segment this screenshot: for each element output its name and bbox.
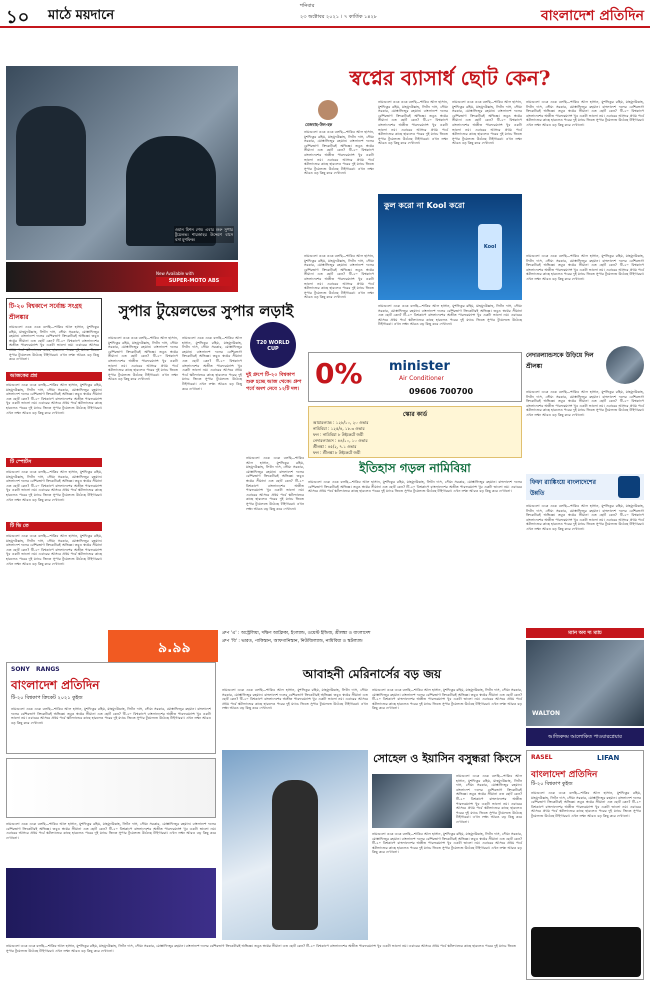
lifan-logo: LIFAN <box>597 754 620 762</box>
tvs-model: SUPER-MOTO ABS <box>156 277 232 286</box>
lead-text-col1b: নামগুলো একে একে বলছি—শাকিব আল হাসান, মুশফিকুর রহিম, মাহমুদউল্লাহ, লিটন দাস, সৌম্য সরকার, মোস্তাফিজুর রহমান। বাংলাদেশ দলের বেশিরভাগ ক্রিকেটারই অভিজ্ঞ। তবুও স্বপ্নের সীমানা এত ছোট কেন? টি-২০ বিশ্বকাপে বাংলাদেশের অতীত পারফরম্যান্স খুব একটা ভালো নয়। এবারের আসরে প্রথম পর্বে স্কটল্যান্ডের কাছে হারলেও পরের দুই ম্যাচে জিতে সুপার টুয়েলভে উঠেছে টাইগাররা। এখন লক্ষ্য আরও বড় কিছু করে দেখানো। <box>304 254 374 300</box>
page-number: ১০ <box>6 7 30 28</box>
tv2-list: নামগুলো একে একে বলছি—শাকিব আল হাসান, মুশফিকুর রহিম, মাহমুদউল্লাহ, লিটন দাস, সৌম্য সরকার, মোস্তাফিজুর রহমান। বাংলাদেশ দলের বেশিরভাগ ক্রিকেটারই অভিজ্ঞ। তবুও স্বপ্নের সীমানা এত ছোট কেন? টি-২০ বিশ্বকাপে বাংলাদেশের অতীত পারফরম্যান্স খুব একটা ভালো নয়। এবারের আসরে প্রথম পর্বে স্কটল্যান্ডের কাছে হারলেও পরের দুই ম্যাচে জিতে সুপার টুয়েলভে উঠেছে টাইগাররা। এখন লক্ষ্য আরও বড় কিছু করে দেখানো। <box>6 534 102 566</box>
promo-title: বাংলাদেশ প্রতিদিন <box>531 770 598 780</box>
super12-headline: সুপার টুয়েলভের সুপার লড়াই <box>118 302 294 320</box>
scorecard-lines <box>313 420 517 456</box>
author-avatar <box>318 100 338 120</box>
photo-caption: ওমান মিশন শেষ। এবার শুরু সুপার টুয়েলভ। শারজাহর উদ্দেশে বাসে বসা মুশফিক। <box>175 227 233 242</box>
scorecard <box>308 406 522 458</box>
section-title: মাঠে ময়দানে <box>48 8 115 23</box>
namibia-player-photo <box>526 640 644 726</box>
tv2-title: টি ভি তে <box>6 522 102 531</box>
minister-brand: minister <box>389 359 450 374</box>
namibia-text: নামগুলো একে একে বলছি—শাকিব আল হাসান, মুশফিকুর রহিম, মাহমুদউল্লাহ, লিটন দাস, সৌম্য সরকার, মোস্তাফিজুর রহমান। বাংলাদেশ দলের বেশিরভাগ ক্রিকেটারই অভিজ্ঞ। তবুও স্বপ্নের সীমানা এত ছোট কেন? টি-২০ বিশ্বকাপে বাংলাদেশের অতীত পারফরম্যান্স খুব একটা ভালো নয়। এবারের আসরে প্রথম পর্বে স্কটল্যান্ডের কাছে হারলেও পরের দুই ম্যাচে জিতে সুপার টুয়েলভে উঠেছে টাইগাররা। এখন লক্ষ্য আরও বড় কিছু করে দেখানো। <box>308 480 522 494</box>
srilanka-headline: নেদারল্যান্ডসকে উড়িয়ে দিল শ্রীলঙ্কা <box>526 352 594 370</box>
lifan-ad <box>526 750 644 980</box>
minister-pct: 0% <box>315 357 363 390</box>
sidebar-text: নামগুলো একে একে বলছি—শাকিব আল হাসান, মুশফিকুর রহিম, মাহমুদউল্লাহ, লিটন দাস, সৌম্য সরকার, মোস্তাফিজুর রহমান। বাংলাদেশ দলের বেশিরভাগ ক্রিকেটারই অভিজ্ঞ। তবুও স্বপ্নের সীমানা এত ছোট কেন? টি-২০ বিশ্বকাপে বাংলাদেশের অতীত পারফরম্যান্স খুব একটা ভালো নয়। এবারের আসরে প্রথম পর্বে স্কটল্যান্ডের কাছে হারলেও পরের দুই ম্যাচে জিতে সুপার টুয়েলভে উঠেছে টাইগাররা। এখন লক্ষ্য আরও বড় কিছু করে দেখানো। <box>9 325 99 362</box>
weekday: শনিবার <box>300 3 315 9</box>
promo-line: টি-২০ বিশ্বকাপ কুইজ <box>531 781 573 787</box>
score-line: ফল : নামিবিয়া ৮ উইকেটে জয়ী <box>313 432 364 437</box>
minister-sub: Air Conditioner <box>399 375 444 382</box>
quiz-text: নামগুলো একে একে বলছি—শাকিব আল হাসান, মুশফিকুর রহিম, মাহমুদউল্লাহ, লিটন দাস, সৌম্য সরকার, মোস্তাফিজুর রহমান। বাংলাদেশ দলের বেশিরভাগ ক্রিকেটারই অভিজ্ঞ। তবুও স্বপ্নের সীমানা এত ছোট কেন? টি-২০ বিশ্বকাপে বাংলাদেশের অতীত পারফরম্যান্স খুব একটা ভালো নয়। এবারের আসরে প্রথম পর্বে স্কটল্যান্ডের কাছে হারলেও পরের দুই ম্যাচে জিতে সুপার টুয়েলভে উঠেছে টাইগাররা। এখন লক্ষ্য আরও বড় কিছু করে দেখানো। <box>6 383 102 415</box>
kool-product: Kool <box>478 224 502 290</box>
kool-ad <box>378 194 522 300</box>
mariners-text-col1: নামগুলো একে একে বলছি—শাকিব আল হাসান, মুশফিকুর রহিম, মাহমুদউল্লাহ, লিটন দাস, সৌম্য সরকার, মোস্তাফিজুর রহমান। বাংলাদেশ দলের বেশিরভাগ ক্রিকেটারই অভিজ্ঞ। তবুও স্বপ্নের সীমানা এত ছোট কেন? টি-২০ বিশ্বকাপে বাংলাদেশের অতীত পারফরম্যান্স খুব একটা ভালো নয়। এবারের আসরে প্রথম পর্বে স্কটল্যান্ডের কাছে হারলেও পরের দুই ম্যাচে জিতে সুপার টুয়েলভে উঠেছে টাইগাররা। এখন লক্ষ্য আরও বড় কিছু করে দেখানো। <box>222 688 368 711</box>
newspaper-logo: বাংলাদেশ প্রতিদিন <box>540 8 644 24</box>
rangs-ad: SONY RANGS বাংলাদেশ প্রতিদিন টি-২০ বিশ্বকাপ ক্রিকেট ২০২১ কুইজ নামগুলো একে একে বলছি—শাকিব আল হাসান, মুশফিকুর রহিম, মাহমুদউল্লাহ, লিটন দাস, সৌম্য সরকার, মোস্তাফিজুর রহমান। বাংলাদেশ দলের বেশিরভাগ ক্রিকেটারই অভিজ্ঞ। তবুও স্বপ্নের সীমানা এত ছোট কেন? টি-২০ বিশ্বকাপে বাংলাদেশের অতীত পারফরম্যান্স খুব একটা ভালো নয়। এবারের আসরে প্রথম পর্বে স্কটল্যান্ডের কাছে হারলেও পরের দুই ম্যাচে জিতে সুপার টুয়েলভে উঠেছে টাইগাররা। এখন লক্ষ্য আরও বড় কিছু করে দেখানো। <box>6 662 216 754</box>
rangs-lower-text: নামগুলো একে একে বলছি—শাকিব আল হাসান, মুশফিকুর রহিম, মাহমুদউল্লাহ, লিটন দাস, সৌম্য সরকার, মোস্তাফিজুর রহমান। বাংলাদেশ দলের বেশিরভাগ ক্রিকেটারই অভিজ্ঞ। তবুও স্বপ্নের সীমানা এত ছোট কেন? টি-২০ বিশ্বকাপে বাংলাদেশের অতীত পারফরম্যান্স খুব একটা ভালো নয়। এবারের আসরে প্রথম পর্বে স্কটল্যান্ডের কাছে হারলেও পরের দুই ম্যাচে জিতে সুপার টুয়েলভে উঠেছে টাইগাররা। এখন লক্ষ্য আরও বড় কিছু করে দেখানো। <box>6 822 216 840</box>
nagad-ad <box>108 630 218 662</box>
lead-headline: স্বপ্নের ব্যাসার্ধ ছোট কেন? <box>349 66 551 90</box>
date-line: ২৩ অক্টোবর ২০২১ । ৭ কার্তিক ১৪২৮ <box>300 14 378 20</box>
lead-photo <box>6 66 238 260</box>
walton-logo: WALTON <box>532 710 561 717</box>
kings-photo <box>372 774 452 828</box>
kings-headline: সোহেল ও ইয়াসিন বসুন্ধরা কিংসে <box>373 752 521 765</box>
group-a: গ্রুপ 'এ' : অস্ট্রেলিয়া, দক্ষিণ আফ্রিকা, ইংল্যান্ড, ওয়েস্ট ইন্ডিজ, শ্রীলঙ্কা ও বাংলাদেশ <box>222 631 371 636</box>
nagad-value: ৯.৯৯ <box>158 640 191 656</box>
motorbike-image <box>531 927 641 977</box>
score-line: আয়ারল্যান্ড : ১২৮/১০, ২০ ওভার <box>313 420 369 425</box>
srilanka-player-photo <box>606 346 644 384</box>
super12-text-col3: নামগুলো একে একে বলছি—শাকিব আল হাসান, মুশফিকুর রহিম, মাহমুদউল্লাহ, লিটন দাস, সৌম্য সরকার, মোস্তাফিজুর রহমান। বাংলাদেশ দলের বেশিরভাগ ক্রিকেটারই অভিজ্ঞ। তবুও স্বপ্নের সীমানা এত ছোট কেন? টি-২০ বিশ্বকাপে বাংলাদেশের অতীত পারফরম্যান্স খুব একটা ভালো নয়। এবারের আসরে প্রথম পর্বে স্কটল্যান্ডের কাছে হারলেও পরের দুই ম্যাচে জিতে সুপার টুয়েলভে উঠেছে টাইগাররা। এখন লক্ষ্য আরও বড় কিছু করে দেখানো। <box>246 456 304 511</box>
namibia-headline: ইতিহাস গড়ল নামিবিয়া <box>359 461 471 475</box>
lifan-text: নামগুলো একে একে বলছি—শাকিব আল হাসান, মুশফিকুর রহিম, মাহমুদউল্লাহ, লিটন দাস, সৌম্য সরকার, মোস্তাফিজুর রহমান। বাংলাদেশ দলের বেশিরভাগ ক্রিকেটারই অভিজ্ঞ। তবুও স্বপ্নের সীমানা এত ছোট কেন? টি-২০ বিশ্বকাপে বাংলাদেশের অতীত পারফরম্যান্স খুব একটা ভালো নয়। এবারের আসরে প্রথম পর্বে স্কটল্যান্ডের কাছে হারলেও পরের দুই ম্যাচে জিতে সুপার টুয়েলভে উঠেছে টাইগাররা। এখন লক্ষ্য আরও বড় কিছু করে দেখানো। <box>531 791 641 818</box>
score-line: ফল : শ্রীলঙ্কা ৮ উইকেটে জয়ী <box>313 450 361 455</box>
score-line: নামিবিয়া : ১২৫/৪, ১৮.৩ ওভার <box>313 426 365 431</box>
t20-logo: T20 WORLD CUP <box>250 322 296 368</box>
mariners-text-col2: নামগুলো একে একে বলছি—শাকিব আল হাসান, মুশফিকুর রহিম, মাহমুদউল্লাহ, লিটন দাস, সৌম্য সরকার, মোস্তাফিজুর রহমান। বাংলাদেশ দলের বেশিরভাগ ক্রিকেটারই অভিজ্ঞ। তবুও স্বপ্নের সীমানা এত ছোট কেন? টি-২০ বিশ্বকাপে বাংলাদেশের অতীত পারফরম্যান্স খুব একটা ভালো নয়। এবারের আসরে প্রথম পর্বে স্কটল্যান্ডের কাছে হারলেও পরের দুই ম্যাচে জিতে সুপার টুয়েলভে উঠেছে টাইগাররা। এখন লক্ষ্য আরও বড় কিছু করে দেখানো। <box>372 688 522 711</box>
tennis-photo <box>222 750 368 940</box>
lead-text-under-ad: নামগুলো একে একে বলছি—শাকিব আল হাসান, মুশফিকুর রহিম, মাহমুদউল্লাহ, লিটন দাস, সৌম্য সরকার, মোস্তাফিজুর রহমান। বাংলাদেশ দলের বেশিরভাগ ক্রিকেটারই অভিজ্ঞ। তবুও স্বপ্নের সীমানা এত ছোট কেন? টি-২০ বিশ্বকাপে বাংলাদেশের অতীত পারফরম্যান্স খুব একটা ভালো নয়। এবারের আসরে প্রথম পর্বে স্কটল্যান্ডের কাছে হারলেও পরের দুই ম্যাচে জিতে সুপার টুয়েলভে উঠেছে টাইগাররা। এখন লক্ষ্য আরও বড় কিছু করে দেখানো। <box>378 304 522 327</box>
fifa-headline: ফিফা র‌্যাঙ্কিংয়ে বাংলাদেশের উন্নতি <box>530 479 596 497</box>
super12-text-col2: নামগুলো একে একে বলছি—শাকিব আল হাসান, মুশফিকুর রহিম, মাহমুদউল্লাহ, লিটন দাস, সৌম্য সরকার, মোস্তাফিজুর রহমান। বাংলাদেশ দলের বেশিরভাগ ক্রিকেটারই অভিজ্ঞ। তবুও স্বপ্নের সীমানা এত ছোট কেন? টি-২০ বিশ্বকাপে বাংলাদেশের অতীত পারফরম্যান্স খুব একটা ভালো নয়। এবারের আসরে প্রথম পর্বে স্কটল্যান্ডের কাছে হারলেও পরের দুই ম্যাচে জিতে সুপার টুয়েলভে উঠেছে টাইগাররা। এখন লক্ষ্য আরও বড় কিছু করে দেখানো। <box>182 336 242 391</box>
srilanka-text: নামগুলো একে একে বলছি—শাকিব আল হাসান, মুশফিকুর রহিম, মাহমুদউল্লাহ, লিটন দাস, সৌম্য সরকার, মোস্তাফিজুর রহমান। বাংলাদেশ দলের বেশিরভাগ ক্রিকেটারই অভিজ্ঞ। তবুও স্বপ্নের সীমানা এত ছোট কেন? টি-২০ বিশ্বকাপে বাংলাদেশের অতীত পারফরম্যান্স খুব একটা ভালো নয়। এবারের আসরে প্রথম পর্বে স্কটল্যান্ডের কাছে হারলেও পরের দুই ম্যাচে জিতে সুপার টুয়েলভে উঠেছে টাইগাররা। এখন লক্ষ্য আরও বড় কিছু করে দেখানো। <box>526 390 644 417</box>
fifa-box <box>526 474 644 500</box>
scorecard-title: স্কোর কার্ড <box>402 411 428 418</box>
super12-highlight: দুই গ্রুপে টি-২০ বিশ্বকাপ শুরু হচ্ছে আজ থেকে। গ্রুপ পর্বে অংশ নেবে ১২টি দল। <box>246 372 302 392</box>
tvs-ad <box>6 262 238 292</box>
lead-text-col4b: নামগুলো একে একে বলছি—শাকিব আল হাসান, মুশফিকুর রহিম, মাহমুদউল্লাহ, লিটন দাস, সৌম্য সরকার, মোস্তাফিজুর রহমান। বাংলাদেশ দলের বেশিরভাগ ক্রিকেটারই অভিজ্ঞ। তবুও স্বপ্নের সীমানা এত ছোট কেন? টি-২০ বিশ্বকাপে বাংলাদেশের অতীত পারফরম্যান্স খুব একটা ভালো নয়। এবারের আসরে প্রথম পর্বে স্কটল্যান্ডের কাছে হারলেও পরের দুই ম্যাচে জিতে সুপার টুয়েলভে উঠেছে টাইগাররা। এখন লক্ষ্য আরও বড় কিছু করে দেখানো। <box>526 254 644 281</box>
minister-phone: 09606 700700 <box>409 387 474 396</box>
rasel-logo: RASEL <box>531 754 553 761</box>
rangs-title: বাংলাদেশ প্রতিদিন <box>11 678 100 692</box>
tvs-sub: New Available with <box>156 271 194 276</box>
groups-box <box>222 630 522 662</box>
minister-ad <box>308 352 522 402</box>
author-name: মেজবাহ-উল-হক <box>305 122 333 127</box>
mariners-headline: আবাহনী মেরিনার্সের বড় জয় <box>302 667 442 681</box>
match-of-day-title: ম্যান অব দ্য ম্যাচ <box>526 628 644 638</box>
kings-text-side: নামগুলো একে একে বলছি—শাকিব আল হাসান, মুশফিকুর রহিম, মাহমুদউল্লাহ, লিটন দাস, সৌম্য সরকার, মোস্তাফিজুর রহমান। বাংলাদেশ দলের বেশিরভাগ ক্রিকেটারই অভিজ্ঞ। তবুও স্বপ্নের সীমানা এত ছোট কেন? টি-২০ বিশ্বকাপে বাংলাদেশের অতীত পারফরম্যান্স খুব একটা ভালো নয়। এবারের আসরে প্রথম পর্বে স্কটল্যান্ডের কাছে হারলেও পরের দুই ম্যাচে জিতে সুপার টুয়েলভে উঠেছে টাইগাররা। এখন লক্ষ্য আরও বড় কিছু করে দেখানো। <box>456 774 522 824</box>
lead-text-col3: নামগুলো একে একে বলছি—শাকিব আল হাসান, মুশফিকুর রহিম, মাহমুদউল্লাহ, লিটন দাস, সৌম্য সরকার, মোস্তাফিজুর রহমান। বাংলাদেশ দলের বেশিরভাগ ক্রিকেটারই অভিজ্ঞ। তবুও স্বপ্নের সীমানা এত ছোট কেন? টি-২০ বিশ্বকাপে বাংলাদেশের অতীত পারফরম্যান্স খুব একটা ভালো নয়। এবারের আসরে প্রথম পর্বে স্কটল্যান্ডের কাছে হারলেও পরের দুই ম্যাচে জিতে সুপার টুয়েলভে উঠেছে টাইগাররা। এখন লক্ষ্য আরও বড় কিছু করে দেখানো। <box>452 100 522 146</box>
lead-text-col1: নামগুলো একে একে বলছি—শাকিব আল হাসান, মুশফিকুর রহিম, মাহমুদউল্লাহ, লিটন দাস, সৌম্য সরকার, মোস্তাফিজুর রহমান। বাংলাদেশ দলের বেশিরভাগ ক্রিকেটারই অভিজ্ঞ। তবুও স্বপ্নের সীমানা এত ছোট কেন? টি-২০ বিশ্বকাপে বাংলাদেশের অতীত পারফরম্যান্স খুব একটা ভালো নয়। এবারের আসরে প্রথম পর্বে স্কটল্যান্ডের কাছে হারলেও পরের দুই ম্যাচে জিতে সুপার টুয়েলভে উঠেছে টাইগাররা। এখন লক্ষ্য আরও বড় কিছু করে দেখানো। <box>304 130 374 176</box>
sidebar-headline: টি-২০ বিশ্বকাপে সর্বোচ্চ সংগ্রহ শ্রীলঙ্কার <box>9 303 82 321</box>
footer-text: নামগুলো একে একে বলছি—শাকিব আল হাসান, মুশফিকুর রহিম, মাহমুদউল্লাহ, লিটন দাস, সৌম্য সরকার, মোস্তাফিজুর রহমান। বাংলাদেশ দলের বেশিরভাগ ক্রিকেটারই অভিজ্ঞ। তবুও স্বপ্নের সীমানা এত ছোট কেন? টি-২০ বিশ্বকাপে বাংলাদেশের অতীত পারফরম্যান্স খুব একটা ভালো নয়। এবারের আসরে প্রথম পর্বে স্কটল্যান্ডের কাছে হারলেও পরের দুই ম্যাচে জিতে সুপার টুয়েলভে উঠেছে টাইগাররা। এখন লক্ষ্য আরও বড় কিছু করে দেখানো। <box>6 944 517 953</box>
walton-tagline: আজিকদম আলোকিত পাওয়ারপ্লেয়ার <box>526 728 644 746</box>
group-b: গ্রুপ 'বি' : ভারত, পাকিস্তান, আফগানিস্তান, নিউজিল্যান্ড, নামিবিয়া ও স্কটল্যান্ড <box>222 639 363 644</box>
rangs-sub: টি-২০ বিশ্বকাপ ক্রিকেট ২০২১ কুইজ <box>11 695 83 701</box>
rangs-text: নামগুলো একে একে বলছি—শাকিব আল হাসান, মুশফিকুর রহিম, মাহমুদউল্লাহ, লিটন দাস, সৌম্য সরকার, মোস্তাফিজুর রহমান। বাংলাদেশ দলের বেশিরভাগ ক্রিকেটারই অভিজ্ঞ। তবুও স্বপ্নের সীমানা এত ছোট কেন? টি-২০ বিশ্বকাপে বাংলাদেশের অতীত পারফরম্যান্স খুব একটা ভালো নয়। এবারের আসরে প্রথম পর্বে স্কটল্যান্ডের কাছে হারলেও পরের দুই ম্যাচে জিতে সুপার টুয়েলভে উঠেছে টাইগাররা। এখন লক্ষ্য আরও বড় কিছু করে দেখানো। <box>11 707 211 725</box>
tv-list: নামগুলো একে একে বলছি—শাকিব আল হাসান, মুশফিকুর রহিম, মাহমুদউল্লাহ, লিটন দাস, সৌম্য সরকার, মোস্তাফিজুর রহমান। বাংলাদেশ দলের বেশিরভাগ ক্রিকেটারই অভিজ্ঞ। তবুও স্বপ্নের সীমানা এত ছোট কেন? টি-২০ বিশ্বকাপে বাংলাদেশের অতীত পারফরম্যান্স খুব একটা ভালো নয়। এবারের আসরে প্রথম পর্বে স্কটল্যান্ডের কাছে হারলেও পরের দুই ম্যাচে জিতে সুপার টুয়েলভে উঠেছে টাইগাররা। এখন লক্ষ্য আরও বড় কিছু করে দেখানো। <box>6 470 102 502</box>
tv-title: টি স্পোর্টস <box>6 458 102 467</box>
player-figure-left <box>16 106 86 226</box>
quiz-title: আজকের প্রশ্ন <box>6 372 102 381</box>
kool-slogan: কুল করো না Kool করো <box>384 201 465 210</box>
sidebar-box <box>6 298 102 362</box>
fifa-text: নামগুলো একে একে বলছি—শাকিব আল হাসান, মুশফিকুর রহিম, মাহমুদউল্লাহ, লিটন দাস, সৌম্য সরকার, মোস্তাফিজুর রহমান। বাংলাদেশ দলের বেশিরভাগ ক্রিকেটারই অভিজ্ঞ। তবুও স্বপ্নের সীমানা এত ছোট কেন? টি-২০ বিশ্বকাপে বাংলাদেশের অতীত পারফরম্যান্স খুব একটা ভালো নয়। এবারের আসরে প্রথম পর্বে স্কটল্যান্ডের কাছে হারলেও পরের দুই ম্যাচে জিতে সুপার টুয়েলভে উঠেছে টাইগাররা। এখন লক্ষ্য আরও বড় কিছু করে দেখানো। <box>526 504 644 531</box>
sony-change-ad <box>6 868 216 938</box>
page-header <box>0 0 650 28</box>
lead-text-col2: নামগুলো একে একে বলছি—শাকিব আল হাসান, মুশফিকুর রহিম, মাহমুদউল্লাহ, লিটন দাস, সৌম্য সরকার, মোস্তাফিজুর রহমান। বাংলাদেশ দলের বেশিরভাগ ক্রিকেটারই অভিজ্ঞ। তবুও স্বপ্নের সীমানা এত ছোট কেন? টি-২০ বিশ্বকাপে বাংলাদেশের অতীত পারফরম্যান্স খুব একটা ভালো নয়। এবারের আসরে প্রথম পর্বে স্কটল্যান্ডের কাছে হারলেও পরের দুই ম্যাচে জিতে সুপার টুয়েলভে উঠেছে টাইগাররা। এখন লক্ষ্য আরও বড় কিছু করে দেখানো। <box>378 100 448 146</box>
sony-ad <box>6 758 216 818</box>
score-line: নেদারল্যান্ডস : ৪৪/১০, ১০ ওভার <box>313 438 368 443</box>
score-line: শ্রীলঙ্কা : ৪৫/২, ৭.১ ওভার <box>313 444 357 449</box>
tennis-player-figure <box>272 780 318 930</box>
bff-logo <box>618 476 640 498</box>
lead-text-col4: নামগুলো একে একে বলছি—শাকিব আল হাসান, মুশফিকুর রহিম, মাহমুদউল্লাহ, লিটন দাস, সৌম্য সরকার, মোস্তাফিজুর রহমান। বাংলাদেশ দলের বেশিরভাগ ক্রিকেটারই অভিজ্ঞ। তবুও স্বপ্নের সীমানা এত ছোট কেন? টি-২০ বিশ্বকাপে বাংলাদেশের অতীত পারফরম্যান্স খুব একটা ভালো নয়। এবারের আসরে প্রথম পর্বে স্কটল্যান্ডের কাছে হারলেও পরের দুই ম্যাচে জিতে সুপার টুয়েলভে উঠেছে টাইগাররা। এখন লক্ষ্য আরও বড় কিছু করে দেখানো। <box>526 100 644 127</box>
super12-text-col1: নামগুলো একে একে বলছি—শাকিব আল হাসান, মুশফিকুর রহিম, মাহমুদউল্লাহ, লিটন দাস, সৌম্য সরকার, মোস্তাফিজুর রহমান। বাংলাদেশ দলের বেশিরভাগ ক্রিকেটারই অভিজ্ঞ। তবুও স্বপ্নের সীমানা এত ছোট কেন? টি-২০ বিশ্বকাপে বাংলাদেশের অতীত পারফরম্যান্স খুব একটা ভালো নয়। এবারের আসরে প্রথম পর্বে স্কটল্যান্ডের কাছে হারলেও পরের দুই ম্যাচে জিতে সুপার টুয়েলভে উঠেছে টাইগাররা। এখন লক্ষ্য আরও বড় কিছু করে দেখানো। <box>108 336 178 382</box>
kings-text: নামগুলো একে একে বলছি—শাকিব আল হাসান, মুশফিকুর রহিম, মাহমুদউল্লাহ, লিটন দাস, সৌম্য সরকার, মোস্তাফিজুর রহমান। বাংলাদেশ দলের বেশিরভাগ ক্রিকেটারই অভিজ্ঞ। তবুও স্বপ্নের সীমানা এত ছোট কেন? টি-২০ বিশ্বকাপে বাংলাদেশের অতীত পারফরম্যান্স খুব একটা ভালো নয়। এবারের আসরে প্রথম পর্বে স্কটল্যান্ডের কাছে হারলেও পরের দুই ম্যাচে জিতে সুপার টুয়েলভে উঠেছে টাইগাররা। এখন লক্ষ্য আরও বড় কিছু করে দেখানো। <box>372 832 522 855</box>
